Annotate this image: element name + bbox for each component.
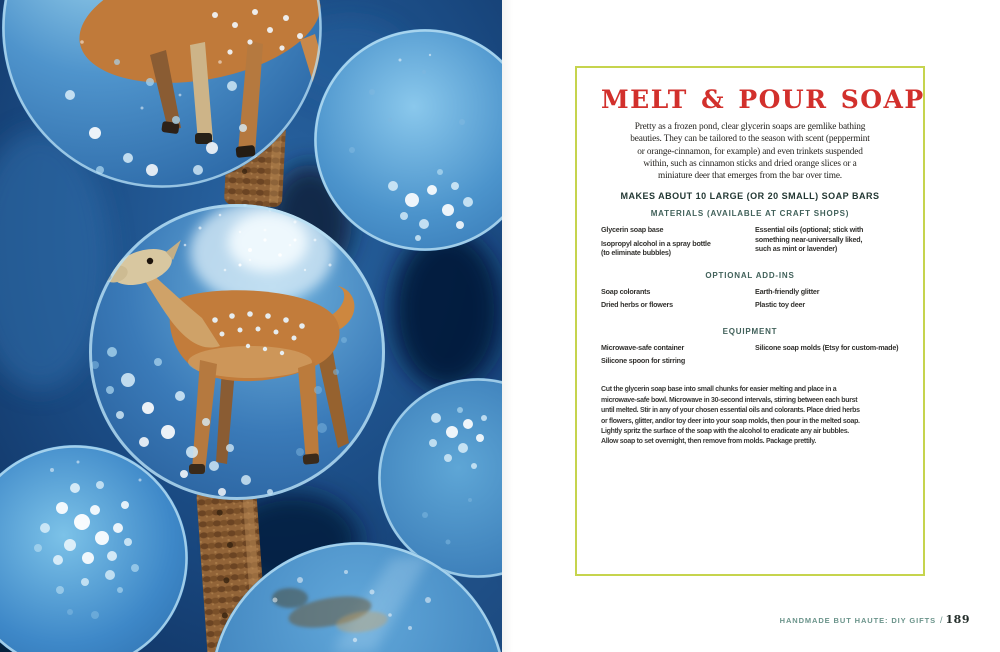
list-item: Isopropyl alcohol in a spray bottle (to eliminate bubbles) xyxy=(601,238,711,257)
intro-line: within, such as cinnamon sticks and dried orange slices or a xyxy=(643,158,857,169)
page-title: MELT & POUR SOAP xyxy=(601,85,925,114)
intro-line: beauties. They can be tailored to the season with scent (peppermint xyxy=(630,134,870,145)
instructions-paragraph xyxy=(601,385,899,447)
list-item: Plastic toy deer xyxy=(755,300,805,310)
page-gutter xyxy=(502,0,516,652)
instructions-line: microwave-safe bowl. Microwave in 30-second intervals, stirring between each burst xyxy=(601,396,858,404)
intro-line: miniature deer that emerges from the bar over time. xyxy=(658,171,842,182)
instructions-line: Allow soap to set overnight, then remove from molds. Package prettily. xyxy=(601,438,816,446)
instructions-line: until melted. Stir in any of your chosen essential oils and colorants. Place dried herbs xyxy=(601,407,860,415)
section-heading-materials: MATERIALS (AVAILABLE AT CRAFT SHOPS) xyxy=(650,209,850,219)
yield-line: MAKES ABOUT 10 LARGE (OR 20 SMALL) SOAP BARS xyxy=(620,191,880,202)
list-item: Earth-friendly glitter xyxy=(755,287,820,297)
footer-separator: / xyxy=(940,615,943,625)
list-item: Microwave-safe container xyxy=(601,342,685,352)
equipment-columns xyxy=(601,343,899,370)
recipe-box xyxy=(575,66,925,576)
page-footer xyxy=(780,613,970,626)
instructions-line: Lightly spritz the surface of the soap with the alcohol to eradicate any air bubbles. xyxy=(601,427,849,435)
page-number: 189 xyxy=(945,613,970,626)
instructions-line: Cut the glycerin soap base into small chunks for easier melting and place in a xyxy=(601,386,837,394)
list-item: Glycerin soap base xyxy=(601,225,664,235)
instructions-line: or flowers, glitter, and/or toy deer into your soap molds, then pour in the melted soap. xyxy=(601,417,860,425)
section-heading-addins: OPTIONAL ADD-INS xyxy=(705,271,795,281)
intro-line: or orange-cinnamon, for example) and even trinkets suspended xyxy=(637,146,863,157)
intro-paragraph xyxy=(601,121,899,182)
list-item: Dried herbs or flowers xyxy=(601,300,673,310)
section-heading-equipment: EQUIPMENT xyxy=(722,326,778,336)
materials-columns xyxy=(601,225,899,261)
addins-columns xyxy=(601,287,899,314)
list-item: Soap colorants xyxy=(601,287,651,297)
intro-line: Pretty as a frozen pond, clear glycerin soaps are gemlike bathing xyxy=(634,122,866,133)
list-item: Silicone spoon for stirring xyxy=(601,356,686,366)
list-item: Essential oils (optional; stick with something near-universally liked, such as mint or lavender) xyxy=(755,225,864,253)
running-title: HANDMADE BUT HAUTE: DIY GIFTS xyxy=(779,616,937,625)
list-item: Silicone soap molds (Etsy for custom-made) xyxy=(755,342,899,352)
